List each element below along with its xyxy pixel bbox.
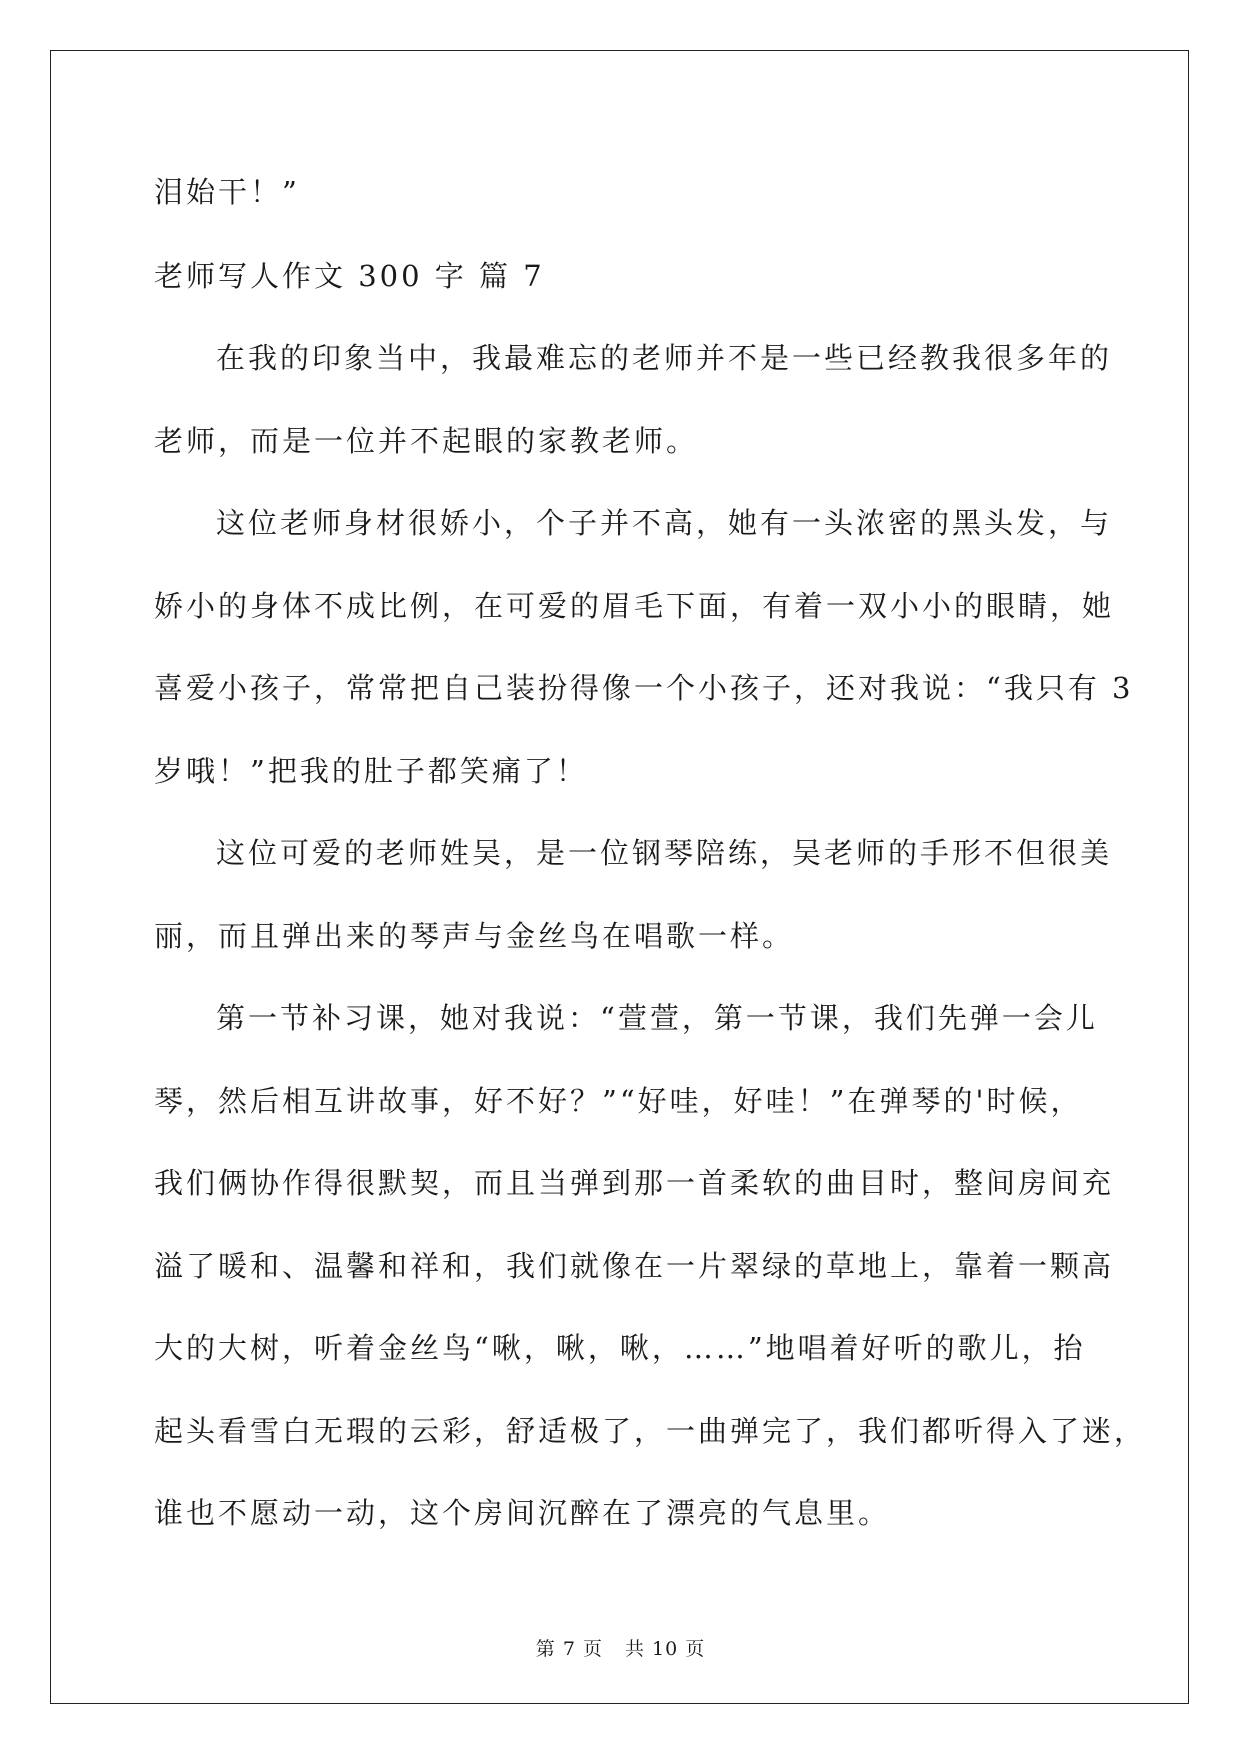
paragraph-line: 这位可爱的老师姓吴，是一位钢琴陪练，吴老师的手形不但很美	[216, 836, 1113, 870]
text-line: 谁也不愿动一动，这个房间沉醉在了漂亮的气息里。	[154, 1496, 891, 1530]
text-line: 丽，而且弹出来的琴声与金丝鸟在唱歌一样。	[154, 919, 795, 953]
text-line: 大的大树，听着金丝鸟“啾，啾，啾，……”地唱着好听的歌儿，抬	[154, 1331, 1086, 1365]
page-border	[50, 50, 1189, 1704]
text-line: 琴，然后相互讲故事，好不好？”“好哇，好哇！”在弹琴的'时候，	[154, 1084, 1083, 1118]
page-number-current: 第 7 页	[535, 1638, 603, 1660]
text-line: 我们俩协作得很默契，而且当弹到那一首柔软的曲目时，整间房间充	[154, 1166, 1115, 1200]
paragraph-line: 在我的印象当中，我最难忘的老师并不是一些已经教我很多年的	[216, 341, 1113, 375]
text-line: 泪始干！”	[154, 175, 300, 209]
text-line: 溢了暖和、温馨和祥和，我们就像在一片翠绿的草地上，靠着一颗高	[154, 1249, 1115, 1283]
section-heading: 老师写人作文 300 字 篇 7	[154, 259, 545, 293]
text-line: 喜爱小孩子，常常把自己装扮得像一个小孩子，还对我说：“我只有 3	[154, 671, 1134, 705]
page-number-total: 共 10 页	[624, 1638, 706, 1660]
paragraph-line: 第一节补习课，她对我说：“萱萱，第一节课，我们先弹一会儿	[216, 1001, 1098, 1035]
page-footer	[0, 1634, 1241, 1661]
text-line: 起头看雪白无瑕的云彩，舒适极了，一曲弹完了，我们都听得入了迷，	[154, 1414, 1147, 1448]
text-line: 娇小的身体不成比例，在可爱的眉毛下面，有着一双小小的眼睛，她	[154, 589, 1115, 623]
text-line: 老师，而是一位并不起眼的家教老师。	[154, 424, 699, 458]
paragraph-line: 这位老师身材很娇小，个子并不高，她有一头浓密的黑头发，与	[216, 506, 1113, 540]
text-line: 岁哦！”把我的肚子都笑痛了！	[154, 754, 588, 788]
